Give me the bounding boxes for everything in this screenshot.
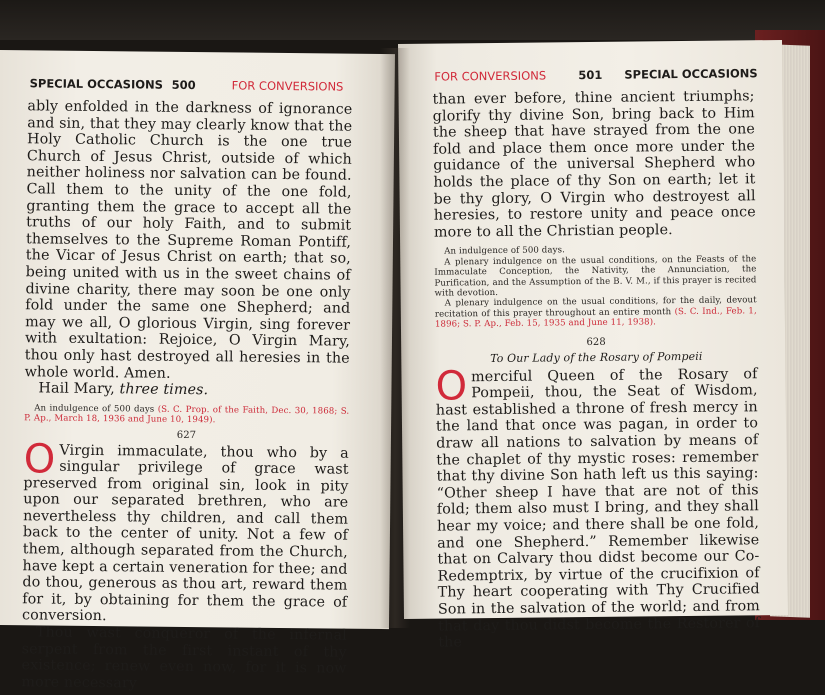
body-paragraph: ably enfolded in the darkness of ignorance and sin, that they may clearly know that the Holy Catholic Church is the one true Church of Jesus Christ, outside of which neither holiness nor salvation can be found. Call them to the unity of the one fold, granting them the grace to accept all the truths of our holy Faith, and to submit themselves to the Supreme Roman Pontiff, the Vicar of Jesus Christ on earth; that so, being united with us in the sweet chains of divine charity, there may soon be one only fold under the same one Shepherd; and may we all, O glorious Virgin, sing forever with exultation: Rejoice, O Virgin Mary, thou only hast destroyed all heresies in the whole world. Amen.	[24, 98, 353, 382]
running-head-topic: FOR CONVERSIONS	[231, 78, 344, 94]
left-page-body	[21, 98, 352, 694]
hail-mary-text: Hail Mary,	[38, 380, 115, 398]
indulgence-notes	[434, 244, 757, 331]
running-head-section: SPECIAL OCCASIONS	[29, 76, 164, 92]
background	[0, 0, 825, 40]
page-number: 501	[578, 67, 603, 83]
prayer-number: 628	[586, 336, 606, 348]
right-page-header	[398, 66, 782, 88]
prayer-text: merciful Queen of the Rosary of Pompeii, thou, the Seat of Wisdom, hast established a throne of fresh mercy in the land that once was pagan, in order to draw all nations to salvation by means of the chaplet of thy mystic roses: remember that thy divine Son hath left us this saying: “Other sheep I have that are not of this fold; them also must I bring, and they shall hear my voice; and there shall be one fold, and one Shepherd.” Remember likewise that on Calvary thou didst become our Co-Redemptrix, by virtue of the crucifixion of Thy heart cooperating with Thy Crucified Son in the salvation of the world; and from that day thou didst become the Restorer of the	[435, 365, 761, 651]
prayer-text: Virgin immaculate, thou who by a singular privilege of grace wast preserved from original sin, look in pity upon our separated brethren, who are nevertheless thy children, and call them back to the center of unity. Not a few of them, although separated from the Church, have kept a certain veneration for thee; and do thou, generous as thou art, reward them for it, by obtaining for them the grace of conversion.	[21, 442, 349, 625]
drop-cap: O	[435, 362, 468, 410]
indulgence-reference: (S. C. Prop. of the Faith, Dec. 30, 1868; S. P. Ap., March 18, 1936 and June 10, 1949).	[24, 404, 350, 426]
running-head-topic: FOR CONVERSIONS	[434, 68, 547, 84]
indulgence-reference: (S. C. Ind., Feb. 1, 1896; S. P. Ap., Feb. 15, 1935 and June 11, 1938).	[434, 306, 757, 330]
page-number: 500	[171, 77, 196, 93]
prayer-paragraph	[435, 362, 761, 651]
body-paragraph: than ever before, thine ancient triumphs; glorify thy divine Son, bring back to Him the sheep that have strayed from the one fold and place them once more under the guidance of the universal Shepherd who holds the place of thy Son on earth; let it be thy glory, O Virgin who destroyest all heresies, to restore unity and peace once more to all the Christian people.	[432, 88, 756, 241]
hail-mary-line	[24, 380, 349, 400]
hail-mary-italic: three times.	[119, 381, 209, 399]
indulgence-text: An indulgence of 500 days	[34, 403, 155, 415]
indulgence-note	[24, 403, 349, 427]
prayer-paragraph-2: Thou wast conqueror of the infernal serpent from the first instant of thy existence; renew even now, for it is now more necessary	[21, 624, 347, 692]
right-page-body	[433, 88, 761, 651]
prayer-title: To Our Lady of the Rosary of Pompeii	[490, 349, 703, 365]
drop-cap: O	[23, 435, 56, 483]
indulgence-text-1: An indulgence of 500 days.	[444, 245, 565, 257]
indulgence-3-prefix: A plenary indulgence on the usual conditions, for the daily, devout recitation of this prayer throughout an entire month	[434, 295, 757, 320]
right-page	[398, 40, 788, 651]
indulgence-text-2: A plenary indulgence on the usual conditions, on the Feasts of the Immaculate Conception, the Nativity, the Annunciation, the Purification, and the Assumption of the B. V. M., if this prayer is recited with devotion.	[434, 254, 757, 299]
running-head-section: SPECIAL OCCASIONS	[624, 66, 758, 82]
left-page	[0, 50, 395, 692]
indulgence-text-3	[435, 296, 757, 331]
prayer-number: 627	[176, 429, 197, 441]
left-page-header	[0, 76, 395, 98]
